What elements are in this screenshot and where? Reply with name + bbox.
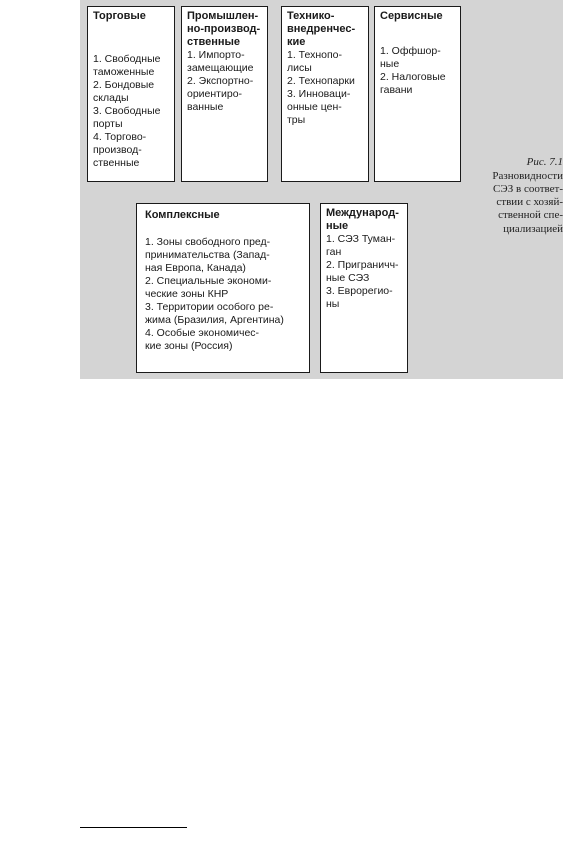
box-items: 1. Технопо- лисы 2. Технопарки 3. Инноваци- онные цен- тры	[287, 49, 355, 126]
footnote-divider	[80, 827, 187, 828]
complex-sez-box	[136, 203, 310, 373]
international-sez-box	[320, 203, 408, 373]
figure-number: Рис. 7.1	[526, 156, 563, 169]
box-items: 1. Зоны свободного пред- принимательства (Запад- ная Европа, Канада) 2. Специальные экономи- ческие зоны КНР 3. Территории особого ре- жима (Бразилия, Аргентина) 4. Особые экономичес- кие зоны (Россия)	[145, 236, 284, 352]
figure-caption	[456, 143, 563, 236]
tech-sez-box	[281, 6, 369, 182]
box-items: 1. Импорто- замещающие 2. Экспортно- ориентиро- ванные	[187, 49, 254, 113]
caption-text: Разновидности СЭЗ в соответ- ствии с хозяй- ственной спе- циализацией	[492, 169, 563, 235]
box-items: 1. Свободные таможенные 2. Бондовые склады 3. Свободные порты 4. Торгово- производ- ственные	[93, 53, 161, 169]
box-title: Международ- ные	[326, 207, 399, 232]
service-sez-box	[374, 6, 461, 182]
industrial-sez-box	[181, 6, 268, 182]
box-items: 1. Оффшор- ные 2. Налоговые гавани	[380, 45, 446, 96]
box-items: 1. СЭЗ Туман- ган 2. Приграничч- ные СЭЗ 3. Еврорегио- ны	[326, 233, 399, 310]
box-title: Комплексные	[145, 209, 220, 221]
box-title: Торговые	[93, 10, 146, 22]
box-title: Промышлен- но-производ- ственные	[187, 10, 261, 48]
trade-sez-box	[87, 6, 175, 182]
box-title: Сервисные	[380, 10, 443, 22]
box-title: Технико- внедренчес- кие	[287, 10, 356, 48]
